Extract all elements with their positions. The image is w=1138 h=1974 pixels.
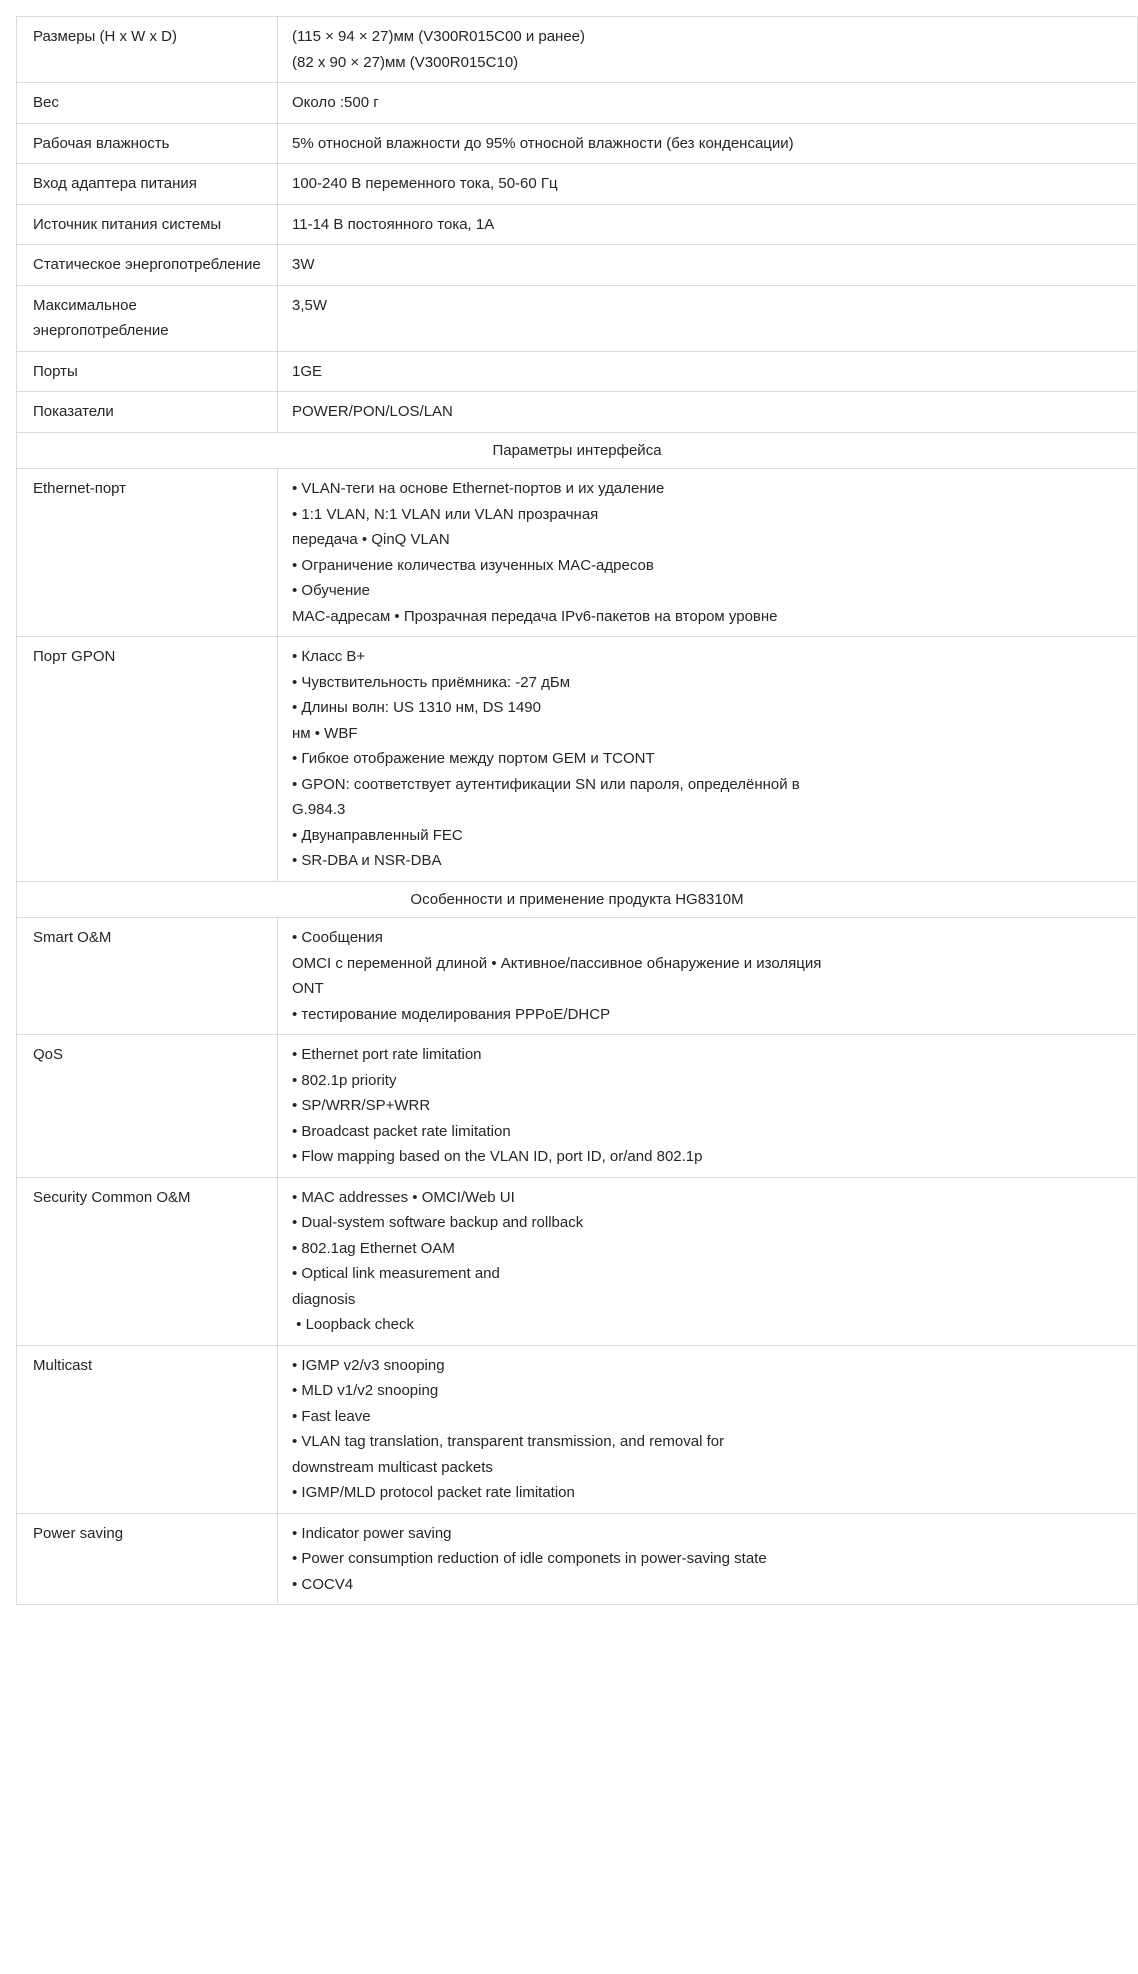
param-label: Рабочая влажность (17, 123, 278, 164)
value-line: нм • WBF (292, 724, 358, 742)
param-label: Статическое энергопотребление (17, 245, 278, 286)
spec-table (16, 16, 1138, 1605)
value-line: • Optical link measurement and (292, 1265, 500, 1282)
param-value (278, 17, 1138, 83)
spec-row (17, 1345, 1138, 1513)
value-line: • COCV4 (292, 1575, 354, 1593)
spec-row (17, 164, 1138, 205)
spec-row (17, 918, 1138, 1035)
spec-row (17, 245, 1138, 286)
spec-row (17, 123, 1138, 164)
param-label: Smart O&M (17, 918, 278, 1035)
section-row (17, 881, 1138, 918)
param-value (278, 637, 1138, 882)
value-line: • Fast leave (292, 1407, 371, 1425)
param-label: Security Common O&M (17, 1177, 278, 1345)
value-line: передача • QinQ VLAN (292, 531, 450, 548)
value-line: • Длины волн: US 1310 нм, DS 1490 (292, 699, 541, 716)
spec-row (17, 285, 1138, 351)
param-value (278, 204, 1138, 245)
value-line: • Loopback check (292, 1316, 414, 1333)
value-line: • Сообщения (292, 929, 383, 946)
spec-row (17, 392, 1138, 433)
param-value (278, 1513, 1138, 1605)
spec-row (17, 469, 1138, 637)
spec-row (17, 1035, 1138, 1178)
value-line: 3,5W (292, 296, 328, 314)
value-line: ONT (292, 980, 324, 997)
value-line: G.984.3 (292, 801, 346, 818)
param-label: Размеры (H x W x D) (17, 17, 278, 83)
param-value (278, 123, 1138, 164)
value-line: • 802.1p priority (292, 1071, 397, 1089)
section-row (17, 432, 1138, 469)
value-line: 11-14 В постоянного тока, 1А (292, 215, 495, 233)
param-value (278, 392, 1138, 433)
value-line: • VLAN tag translation, transparent transmission, and removal for (292, 1433, 725, 1450)
value-line: • Indicator power saving (292, 1524, 452, 1542)
value-line: • Класс B+ (292, 648, 366, 665)
param-label: Вес (17, 83, 278, 124)
value-line: • SP/WRR/SP+WRR (292, 1097, 431, 1114)
value-line: • IGMP v2/v3 snooping (292, 1356, 445, 1374)
param-label: Power saving (17, 1513, 278, 1605)
param-label: Порт GPON (17, 637, 278, 882)
value-line: 100-240 В переменного тока, 50-60 Гц (292, 175, 558, 192)
param-value (278, 164, 1138, 205)
spec-row (17, 17, 1138, 83)
value-line: • Ethernet port rate limitation (292, 1046, 482, 1063)
value-line: downstream multicast packets (292, 1458, 493, 1476)
value-line: (82 x 90 × 27)мм (V300R015C10) (292, 53, 519, 71)
value-line: OMCI с переменной длиной • Активное/пассивное обнаружение и изоляция (292, 954, 822, 972)
param-value (278, 1035, 1138, 1178)
value-line: • IGMP/MLD protocol packet rate limitation (292, 1484, 575, 1501)
param-value (278, 285, 1138, 351)
value-line: • 802.1ag Ethernet OAM (292, 1239, 455, 1257)
value-line: • MAC addresses • OMCI/Web UI (292, 1188, 515, 1206)
param-label: QoS (17, 1035, 278, 1178)
param-label: Максимальное энергопотребление (17, 285, 278, 351)
value-line: 5% относной влажности до 95% относной влажности (без конденсации) (292, 134, 794, 152)
param-value (278, 918, 1138, 1035)
spec-table-body (17, 17, 1138, 1605)
value-line: • Двунаправленный FEC (292, 826, 463, 844)
value-line: POWER/PON/LOS/LAN (292, 403, 453, 420)
section-title: Особенности и применение продукта HG8310M (17, 881, 1138, 918)
value-line: • VLAN-теги на основе Ethernet-портов и их удаление (292, 480, 665, 497)
value-line: • MLD v1/v2 snooping (292, 1382, 439, 1399)
value-line: MAC-адресам • Прозрачная передача IPv6-пакетов на втором уровне (292, 607, 778, 625)
value-line: • тестирование моделирования PPPoE/DHCP (292, 1005, 611, 1023)
param-label: Ethernet-порт (17, 469, 278, 637)
param-value (278, 1177, 1138, 1345)
value-line: • Dual-system software backup and rollback (292, 1214, 584, 1231)
value-line: diagnosis (292, 1290, 356, 1308)
value-line: • Ограничение количества изученных MAC-адресов (292, 556, 654, 574)
value-line: • Обучение (292, 582, 371, 599)
value-line: • Чувствительность приёмника: -27 дБм (292, 673, 571, 691)
param-label: Вход адаптера питания (17, 164, 278, 205)
value-line: 1GE (292, 362, 323, 380)
value-line: • Flow mapping based on the VLAN ID, port ID, or/and 802.1p (292, 1148, 703, 1165)
spec-row (17, 351, 1138, 392)
param-label: Источник питания системы (17, 204, 278, 245)
param-label: Показатели (17, 392, 278, 433)
param-value (278, 83, 1138, 124)
spec-row (17, 1177, 1138, 1345)
value-line: • Гибкое отображение между портом GEM и TCONT (292, 750, 655, 767)
param-value (278, 469, 1138, 637)
spec-row (17, 204, 1138, 245)
value-line: • Power consumption reduction of idle componets in power-saving state (292, 1550, 767, 1567)
param-value (278, 351, 1138, 392)
value-line: • GPON: соответствует аутентификации SN или пароля, определённой в (292, 775, 800, 793)
value-line: (115 × 94 × 27)мм (V300R015C00 и ранее) (292, 28, 586, 45)
value-line: • Broadcast packet rate limitation (292, 1122, 511, 1140)
value-line: Около :500 г (292, 94, 379, 111)
spec-row (17, 637, 1138, 882)
value-line: 3W (292, 256, 315, 273)
spec-row (17, 1513, 1138, 1605)
spec-row (17, 83, 1138, 124)
param-value (278, 1345, 1138, 1513)
value-line: • SR-DBA и NSR-DBA (292, 852, 442, 869)
param-value (278, 245, 1138, 286)
value-line: • 1:1 VLAN, N:1 VLAN или VLAN прозрачная (292, 505, 599, 523)
section-title: Параметры интерфейса (17, 432, 1138, 469)
param-label: Порты (17, 351, 278, 392)
param-label: Multicast (17, 1345, 278, 1513)
